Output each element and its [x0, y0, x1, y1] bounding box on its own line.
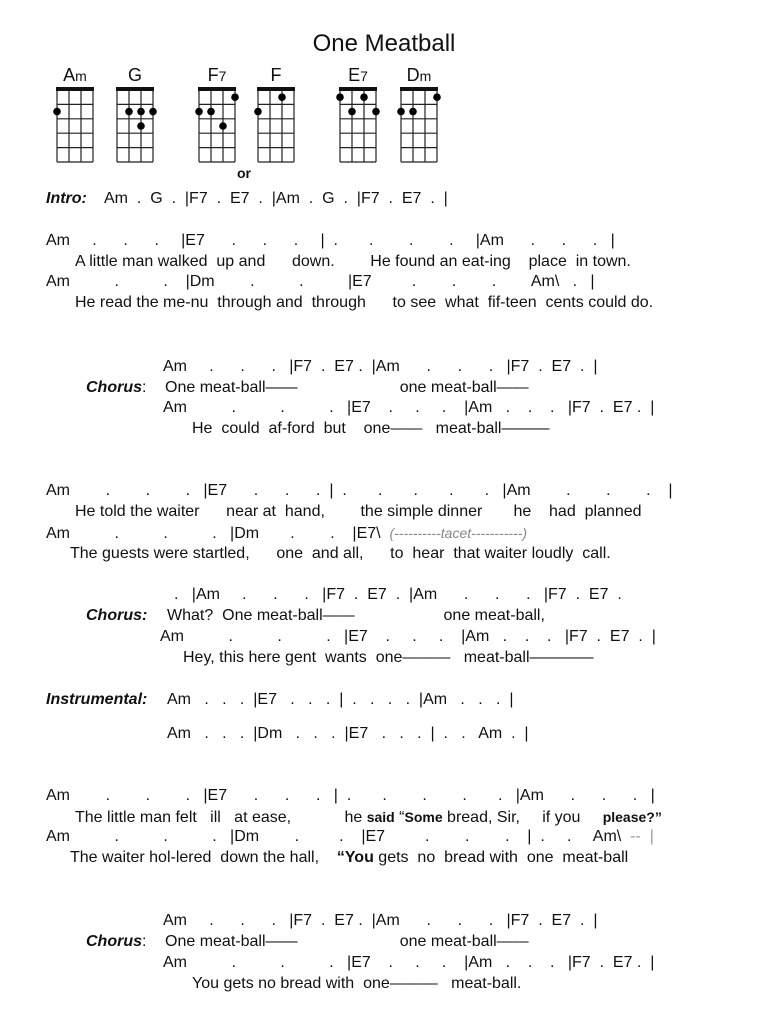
chord-dot: [219, 122, 227, 130]
verse3-chords-1: Am . . . |E7 . . . | . . . . . |Am . . . |: [46, 787, 655, 804]
intro-label: Intro:: [46, 190, 87, 207]
verse1-chords-2: Am . . |Dm . . |E7 . . . Am\ . |: [46, 273, 595, 290]
verse3-some: Some: [404, 809, 443, 825]
chord-dot: [348, 108, 356, 116]
chord-dot: [231, 93, 239, 101]
chorus3-chords-2: Am . . . |E7 . . . |Am . . . |F7 . E7 . |: [163, 954, 655, 971]
chord-label: Am: [63, 65, 87, 85]
chord-nut: [400, 87, 438, 91]
verse3-chords-2-text: Am . . . |Dm . . |E7 . . . | . . Am\: [46, 828, 622, 845]
chorus1-label-text: Chorus: [86, 379, 142, 396]
chord-nut: [257, 87, 295, 91]
chord-dot: [360, 93, 368, 101]
chorus1-lyrics-2: He could af-ford but one—— meat-ball———: [192, 420, 550, 437]
chord-f: [254, 65, 295, 162]
chord-label: F7: [207, 65, 227, 85]
chord-dot: [195, 108, 203, 116]
verse2-lyrics-1: He told the waiter near at hand, the simple dinner he had planned: [75, 503, 642, 520]
or-label: or: [237, 165, 251, 181]
chord-dot: [336, 93, 344, 101]
chord-dot: [372, 108, 380, 116]
instrumental-chords-2: Am . . . |Dm . . . |E7 . . . | . . Am . |: [167, 725, 529, 742]
chord-f7: [195, 65, 239, 162]
song-title: One Meatball: [312, 30, 456, 57]
verse3-said: said: [366, 809, 395, 825]
instrumental-chords-1: Am . . . |E7 . . . | . . . . |Am . . . |: [167, 691, 514, 708]
chord-dot: [207, 108, 215, 116]
verse3-you: “You: [336, 849, 374, 866]
chorus2-label: Chorus:: [86, 607, 148, 624]
verse3-chords-2: [46, 828, 654, 846]
verse3-lyrics-1-a: The little man felt ill at ease, he: [75, 809, 367, 826]
verse2-chords-2: [46, 524, 527, 543]
chord-diagram-row: [0, 0, 768, 190]
verse3-lyrics-2: [70, 849, 628, 867]
chorus1-label-colon: :: [142, 379, 147, 396]
verse3-quote: “: [394, 809, 405, 826]
chord-label: Dm: [406, 65, 432, 85]
chord-nut: [339, 87, 377, 91]
verse2-chords-2-text: Am . . . |Dm . . |E7\: [46, 525, 381, 542]
verse3-lyrics-2-a: The waiter hol-lered down the hall,: [70, 849, 337, 866]
chorus3-label-text: Chorus: [86, 933, 142, 950]
chord-am: [53, 65, 94, 162]
verse1-lyrics-2: He read the me-nu through and through to see what fif-teen cents could do.: [75, 294, 654, 311]
chord-nut: [198, 87, 236, 91]
chord-nut: [116, 87, 154, 91]
instrumental-label: Instrumental:: [46, 691, 148, 708]
chord-dot: [137, 108, 145, 116]
chord-dot: [53, 108, 61, 116]
verse3-lyrics-2-b: gets no bread with one meat-ball: [373, 849, 629, 866]
chord-dot: [433, 93, 441, 101]
chord-dot: [254, 108, 262, 116]
chorus3-chords-1: Am . . . |F7 . E7 . |Am . . . |F7 . E7 . |: [163, 912, 598, 929]
chorus2-lyrics-2: Hey, this here gent wants one——— meat-ball————: [183, 649, 594, 666]
chord-dot: [278, 93, 286, 101]
chord-g: [116, 65, 157, 162]
chorus1-lyrics-1: One meat-ball—— one meat-ball——: [165, 379, 529, 396]
verse1-chords-1: Am . . . |E7 . . . | . . . . |Am . . . |: [46, 232, 615, 249]
chorus3-label: [86, 933, 146, 951]
verse3-lyrics-1-b: bread, Sir, if you: [442, 809, 603, 826]
chord-dm: [397, 65, 441, 162]
chord-dot: [409, 108, 417, 116]
chord-dot: [137, 122, 145, 130]
chorus2-chords-2: Am . . . |E7 . . . |Am . . . |F7 . E7 . |: [160, 628, 656, 645]
chorus3-lyrics-2: You gets no bread with one——— meat-ball.: [192, 975, 522, 992]
verse1-lyrics-1: A little man walked up and down. He found an eat-ing place in town.: [75, 253, 631, 270]
chorus2-chords-1: . |Am . . . |F7 . E7 . |Am . . . |F7 . E7 .: [174, 586, 622, 603]
chord-label: G: [127, 65, 143, 85]
intro-chords: Am . G . |F7 . E7 . |Am . G . |F7 . E7 . |: [104, 190, 448, 207]
chorus1-chords-1: Am . . . |F7 . E7 . |Am . . . |F7 . E7 . |: [163, 358, 598, 375]
verse2-chords-1: Am . . . |E7 . . . | . . . . . |Am . . . |: [46, 482, 673, 499]
chord-label: F: [270, 65, 282, 85]
verse3-please: please?”: [602, 809, 662, 825]
chord-dot: [149, 108, 157, 116]
tacet-note: (----------tacet-----------): [389, 525, 528, 541]
chord-nut: [56, 87, 94, 91]
chord-label: E7: [348, 65, 368, 85]
verse3-chords-2-tail: -- |: [621, 828, 654, 845]
verse3-lyrics-1: [75, 808, 662, 827]
chord-dot: [397, 108, 405, 116]
chord-e7: [336, 65, 380, 162]
verse2-lyrics-2: The guests were startled, one and all, to hear that waiter loudly call.: [70, 545, 611, 562]
chorus1-chords-2: Am . . . |E7 . . . |Am . . . |F7 . E7 . |: [163, 399, 655, 416]
chord-dot: [125, 108, 133, 116]
chorus1-label: [86, 379, 146, 397]
chorus2-lyrics-1: What? One meat-ball—— one meat-ball,: [167, 607, 545, 624]
chorus3-lyrics-1: One meat-ball—— one meat-ball——: [165, 933, 529, 950]
chorus3-label-colon: :: [142, 933, 147, 950]
